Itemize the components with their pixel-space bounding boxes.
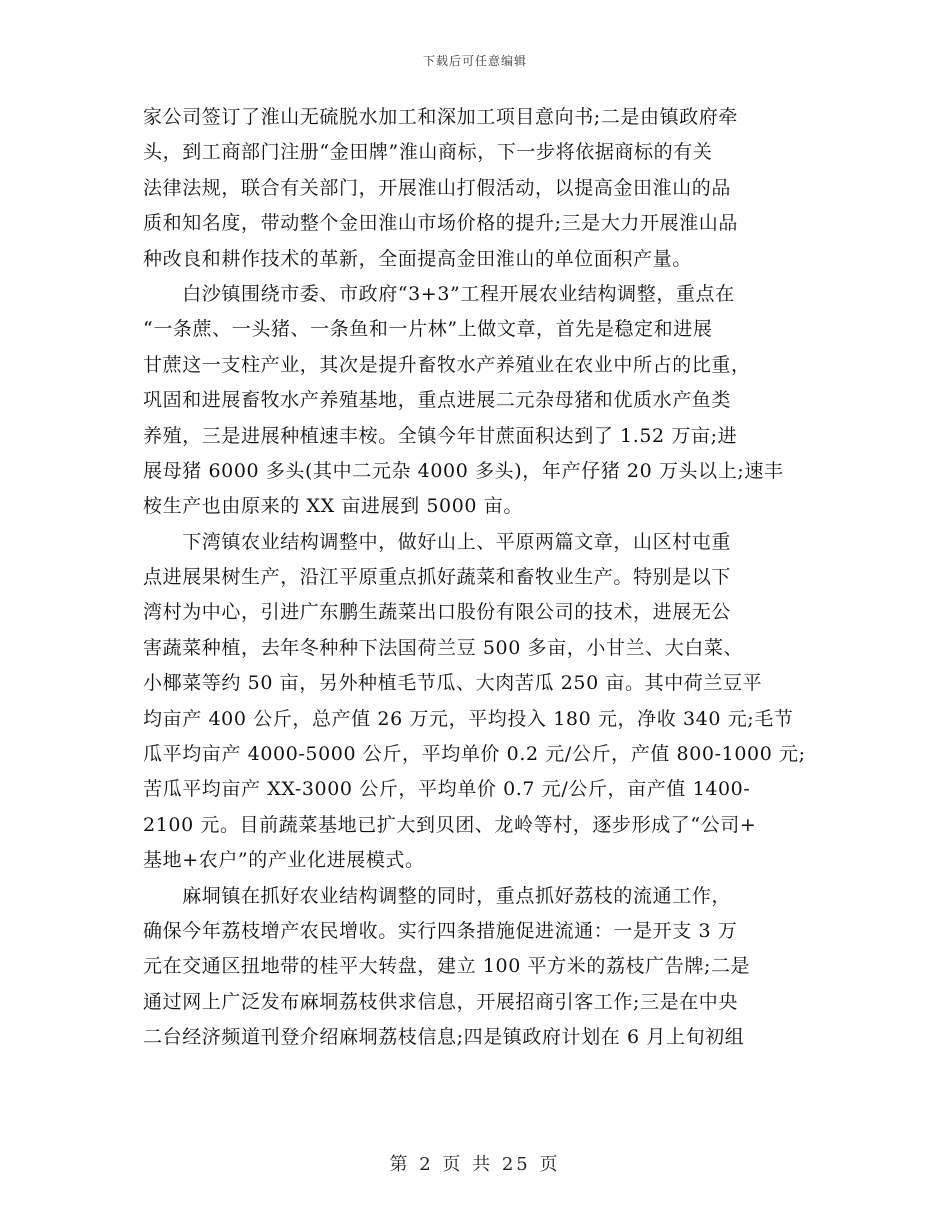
text-line: 巩固和进展畜牧水产养殖基地，重点进展二元杂母猪和优质水产鱼类 <box>143 389 732 412</box>
text-line: 害蔬菜种植，去年冬种种下法国荷兰豆 500 多亩，小甘兰、大白菜、 <box>143 636 744 659</box>
text-line: 白沙镇围绕市委、市政府“3+3”工程开展农业结构调整，重点在 <box>143 282 735 305</box>
text-line: 苦瓜平均亩产 XX-3000 公斤，平均单价 0.7 元/公斤，亩产值 1400- <box>143 778 751 801</box>
text-line: 通过网上广泛发布麻垌荔枝供求信息，开展招商引客工作;三是在中央 <box>143 990 739 1013</box>
text-line: 家公司签订了淮山无硫脱水加工和深加工项目意向书;二是由镇政府牵 <box>143 106 739 128</box>
text-line: 下湾镇农业结构调整中，做好山上、平原两篇文章，山区村屯重 <box>143 530 732 553</box>
text-line: 元在交通区扭地带的桂平大转盘，建立 100 平方米的荔枝广告牌;二是 <box>143 955 751 978</box>
text-line: 麻垌镇在抓好农业结构调整的同时，重点抓好荔枝的流通工作， <box>143 884 732 907</box>
text-line: 均亩产 400 公斤，总产值 26 万元，平均投入 180 元，净收 340 元;毛节 <box>143 707 794 730</box>
text-line: 甘蔗这一支柱产业，其次是提升畜牧水产养殖业在农业中所占的比重， <box>143 353 751 376</box>
text-line: 2100 元。目前蔬菜基地已扩大到贝团、龙岭等村，逐步形成了“公司+ <box>143 813 757 836</box>
text-line: 养殖，三是进展种植速丰桉。全镇今年甘蔗面积达到了 1.52 万亩;进 <box>143 424 738 447</box>
page-header: 下载后可任意编辑 <box>422 54 527 68</box>
text-line: 头，到工商部门注册“金田牌”淮山商标，下一步将依据商标的有关 <box>143 141 713 164</box>
text-line: 湾村为中心，引进广东鹏生蔬菜出口股份有限公司的技术，进展无公 <box>143 601 732 624</box>
text-line: 展母猪 6000 多头(其中二元杂 4000 多头)，年产仔猪 20 万头以上;速丰 <box>143 459 784 482</box>
text-line: 法律法规，联合有关部门，开展淮山打假活动，以提高金田淮山的品 <box>143 176 732 199</box>
text-line: 种改良和耕作技术的革新，全面提高金田淮山的单位面积产量。 <box>143 247 692 270</box>
text-line: 二台经济频道刊登介绍麻垌荔枝信息;四是镇政府计划在 6 月上旬初组 <box>143 1026 745 1049</box>
text-line: 基地+农户”的产业化进展模式。 <box>143 849 425 872</box>
text-line: 质和知名度，带动整个金田淮山市场价格的提升;三是大力开展淮山品 <box>143 212 739 235</box>
text-line: 小椰菜等约 50 亩，另外种植毛节瓜、大肉苦瓜 250 亩。其中荷兰豆平 <box>143 672 763 695</box>
text-line: 确保今年荔枝增产农民增收。实行四条措施促进流通：一是开支 3 万 <box>143 919 738 942</box>
text-line: “一条蔗、一头猪、一条鱼和一片林”上做文章，首先是稳定和进展 <box>143 318 713 341</box>
text-line: 点进展果树生产，沿江平原重点抓好蔬菜和畜牧业生产。特别是以下 <box>143 566 732 589</box>
document-body <box>143 100 815 1056</box>
text-line: 瓜平均亩产 4000-5000 公斤，平均单价 0.2 元/公斤，产值 800-1000 元; <box>143 743 806 766</box>
page-number: 第 2 页 共 25 页 <box>389 1154 561 1175</box>
text-line: 桉生产也由原来的 XX 亩进展到 5000 亩。 <box>143 495 523 518</box>
